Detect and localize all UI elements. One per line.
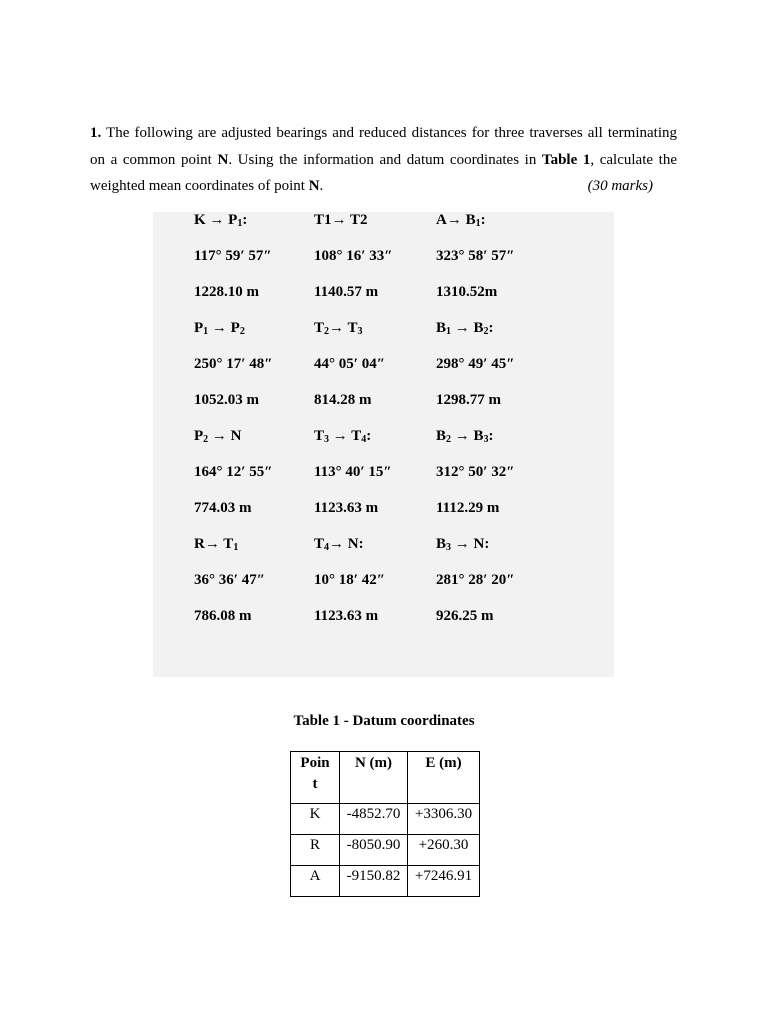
traverse-t-value: $T_3 \to T_4$: [314, 428, 372, 445]
traverse-row [153, 536, 614, 556]
traverse-row [153, 356, 614, 376]
traverse-k-value: $R\to T_1$ [194, 536, 239, 553]
table-row [291, 866, 480, 897]
traverse-t-value: 113° 40′ 15″ [314, 464, 392, 480]
table-header-row [291, 752, 480, 804]
cell-point: R [291, 835, 340, 866]
traverse-k-value: 774.03 m [194, 500, 252, 516]
cell-point: K [291, 804, 340, 835]
header-easting: E (m) [408, 752, 480, 804]
traverse-k-value: $K \to P_1$: [194, 212, 248, 229]
traverse-t-value: $T_2\to T_3$ [314, 320, 363, 337]
table-row [291, 835, 480, 866]
question-text-b: . Using the information and datum coordinates in [228, 151, 542, 168]
table-row [291, 804, 480, 835]
cell-easting: +7246.91 [408, 866, 480, 897]
traverse-k-value: 36° 36′ 47″ [194, 572, 266, 588]
traverse-a-value: $B_2 \to B_3$: [436, 428, 494, 445]
traverse-row [153, 212, 614, 232]
traverse-t-value: 1140.57 m [314, 284, 379, 300]
cell-point: A [291, 866, 340, 897]
traverse-row [153, 428, 614, 448]
traverse-row [153, 572, 614, 592]
traverse-row [153, 320, 614, 340]
traverse-t-value: $T_4\to N$: [314, 536, 364, 553]
cell-northing: -4852.70 [340, 804, 408, 835]
traverse-t-value: 44° 05′ 04″ [314, 356, 386, 372]
point-label: N [217, 151, 229, 168]
datum-coordinates-table [290, 751, 480, 897]
traverse-k-value: 1052.03 m [194, 392, 259, 408]
question-number: 1. [90, 125, 102, 141]
traverse-k-value: $P_2 \to N$ [194, 428, 242, 445]
traverse-k-value: 117° 59′ 57″ [194, 248, 272, 264]
cell-northing: -9150.82 [340, 866, 408, 897]
traverse-k-value: 164° 12′ 55″ [194, 464, 273, 480]
marks-label: (30 marks) [587, 178, 653, 194]
traverse-a-value: 1112.29 m [436, 500, 500, 516]
cell-northing: -8050.90 [340, 835, 408, 866]
traverse-a-value: 1310.52m [436, 284, 498, 300]
traverse-a-value: 926.25 m [436, 608, 494, 624]
question-text-c: , calculate the weighted mean coordinates of point [90, 151, 677, 194]
traverse-t-value: 108° 16′ 33″ [314, 248, 393, 264]
traverse-row [153, 464, 614, 484]
question-text-d: . [319, 178, 324, 194]
traverse-t-value: 814.28 m [314, 392, 372, 408]
header-point: Poin t [291, 752, 340, 804]
traverse-k-value: 786.08 m [194, 608, 252, 624]
traverse-row [153, 500, 614, 520]
traverse-a-value: 1298.77 m [436, 392, 501, 408]
traverse-a-value: $B_3 \to N$: [436, 536, 490, 553]
traverse-k-value: $P_1 \to P_2$ [194, 320, 245, 337]
traverse-row [153, 608, 614, 628]
traverse-t-value: 10° 18′ 42″ [314, 572, 386, 588]
traverse-k-value: 250° 17′ 48″ [194, 356, 273, 372]
traverse-a-value: 312° 50′ 32″ [436, 464, 515, 480]
table-caption: Table 1 - Datum coordinates [293, 713, 475, 729]
cell-easting: +260.30 [408, 835, 480, 866]
traverse-row [153, 284, 614, 304]
question-text-a: The following are adjusted bearings and reduced distances for three traverses all terminating on a common point [90, 125, 677, 168]
traverse-t-value: 1123.63 m [314, 608, 379, 624]
header-northing: N (m) [340, 752, 408, 804]
traverse-row [153, 392, 614, 412]
question-paragraph [90, 120, 677, 200]
traverse-a-value: 323° 58′ 57″ [436, 248, 515, 264]
traverse-row [153, 248, 614, 268]
traverse-k-value: 1228.10 m [194, 284, 259, 300]
traverse-a-value: $A\to B_1$: [436, 212, 486, 229]
cell-easting: +3306.30 [408, 804, 480, 835]
traverse-a-value: 281° 28′ 20″ [436, 572, 515, 588]
traverse-t-value: T1→ T2 [314, 212, 368, 228]
point-label-2: N [308, 178, 320, 194]
traverse-t-value: 1123.63 m [314, 500, 379, 516]
traverse-data-panel [153, 212, 614, 677]
traverse-a-value: $B_1 \to B_2$: [436, 320, 494, 337]
traverse-a-value: 298° 49′ 45″ [436, 356, 515, 372]
table-reference: Table 1 [541, 151, 591, 168]
